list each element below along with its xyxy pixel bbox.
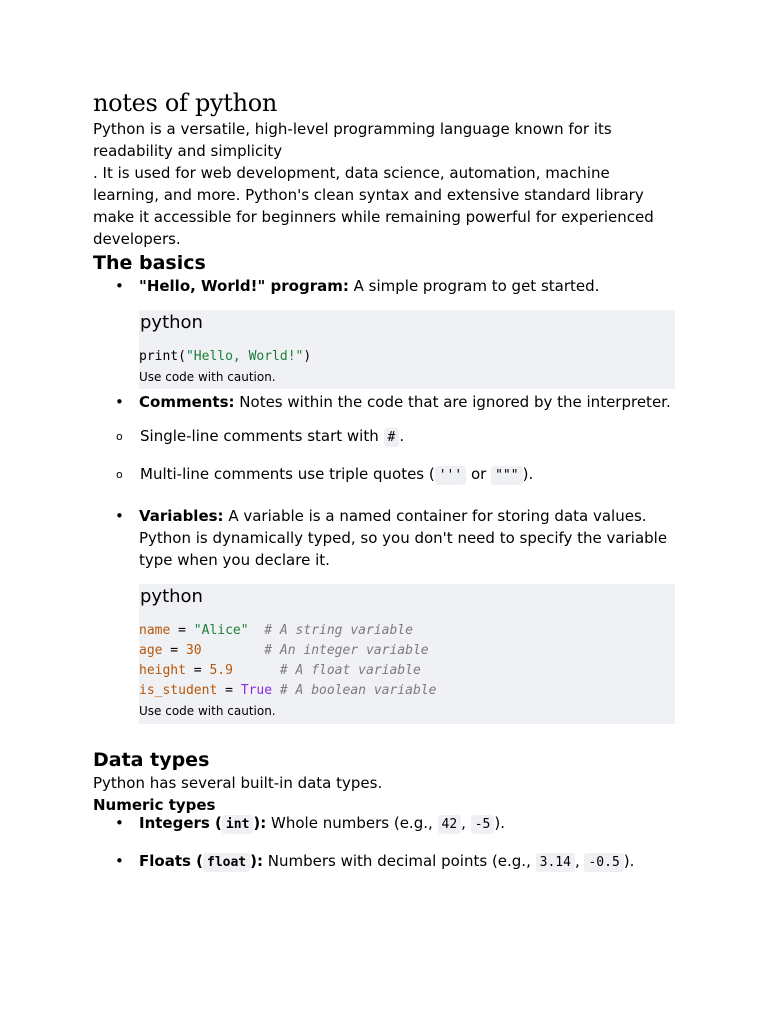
bullet-icon: •: [115, 814, 124, 832]
list-item-floats: • Floats ( float ): Numbers with decimal points (e.g., 3.14 , -0.5 ).: [115, 852, 635, 870]
circle-bullet-icon: o: [116, 430, 123, 443]
code-block-variables[interactable]: [139, 584, 675, 724]
inline-code-example: 42: [438, 815, 462, 834]
code-caution-note: Use code with caution.: [139, 704, 276, 718]
inline-code-int: int: [222, 815, 253, 834]
intro-paragraph: [93, 118, 675, 250]
variables-label: Variables:: [139, 507, 224, 525]
hello-label: "Hello, World!" program:: [139, 277, 349, 295]
comments-text: Notes within the code that are ignored by the interpreter.: [234, 393, 671, 411]
numeric-types-list: [93, 812, 675, 874]
bullet-icon: •: [115, 393, 124, 411]
basics-list: [93, 275, 675, 724]
subheading-numeric-types: Numeric types: [93, 796, 216, 814]
inline-code-double-quotes: """: [491, 466, 522, 485]
code-language-label: python: [140, 586, 203, 607]
section-heading-basics: The basics: [93, 252, 206, 274]
inline-code-float: float: [203, 853, 250, 872]
code-block-hello[interactable]: [139, 310, 675, 389]
sublist-item-multi-line: o Multi-line comments use triple quotes ( ''' or """ ).: [93, 463, 675, 487]
code-content[interactable]: print("Hello, World!"): [139, 349, 312, 364]
sublist-item-single-line: o Single-line comments start with # .: [93, 425, 675, 449]
circle-bullet-icon: o: [116, 468, 123, 481]
intro-line-1: Python is a versatile, high-level programming language known for its readability and simplicity: [93, 120, 612, 160]
code-language-label: python: [140, 312, 203, 333]
bullet-icon: •: [115, 507, 124, 525]
comments-sublist: [93, 425, 675, 487]
comments-label: Comments:: [139, 393, 235, 411]
list-item-integers: • Integers ( int ): Whole numbers (e.g., 42 , -5 ).: [115, 814, 505, 832]
section-heading-data-types: Data types: [93, 749, 210, 771]
code-caution-note: Use code with caution.: [139, 370, 276, 384]
list-item-variables: [93, 505, 675, 724]
code-content[interactable]: name = "Alice" # A string variable age = 30 # An integer variable height = 5.9 # A float variable is_student = True # A boolean variable: [139, 623, 437, 698]
inline-code-example: 3.14: [536, 853, 575, 872]
inline-code-single-quotes: ''': [435, 466, 466, 485]
inline-code-example: -5: [471, 815, 495, 834]
variables-text: A variable is a named container for storing data values. Python is dynamically typed, so you don't need to specify the variable type when you declare it.: [139, 507, 668, 569]
data-types-intro: Python has several built-in data types.: [93, 774, 383, 792]
inline-code-example: -0.5: [584, 853, 623, 872]
intro-line-2: . It is used for web development, data science, automation, machine learning, and more. Python's clean syntax and extensive standard library make it accessible for beginners while remaining powerful for experienced developers.: [93, 164, 654, 248]
page-title: notes of python: [93, 89, 278, 117]
bullet-icon: •: [115, 277, 124, 295]
list-item-hello-world: [93, 275, 675, 389]
bullet-icon: •: [115, 852, 124, 870]
list-item-comments: [93, 391, 675, 487]
inline-code-hash: #: [384, 428, 400, 447]
hello-text: A simple program to get started.: [348, 277, 600, 295]
